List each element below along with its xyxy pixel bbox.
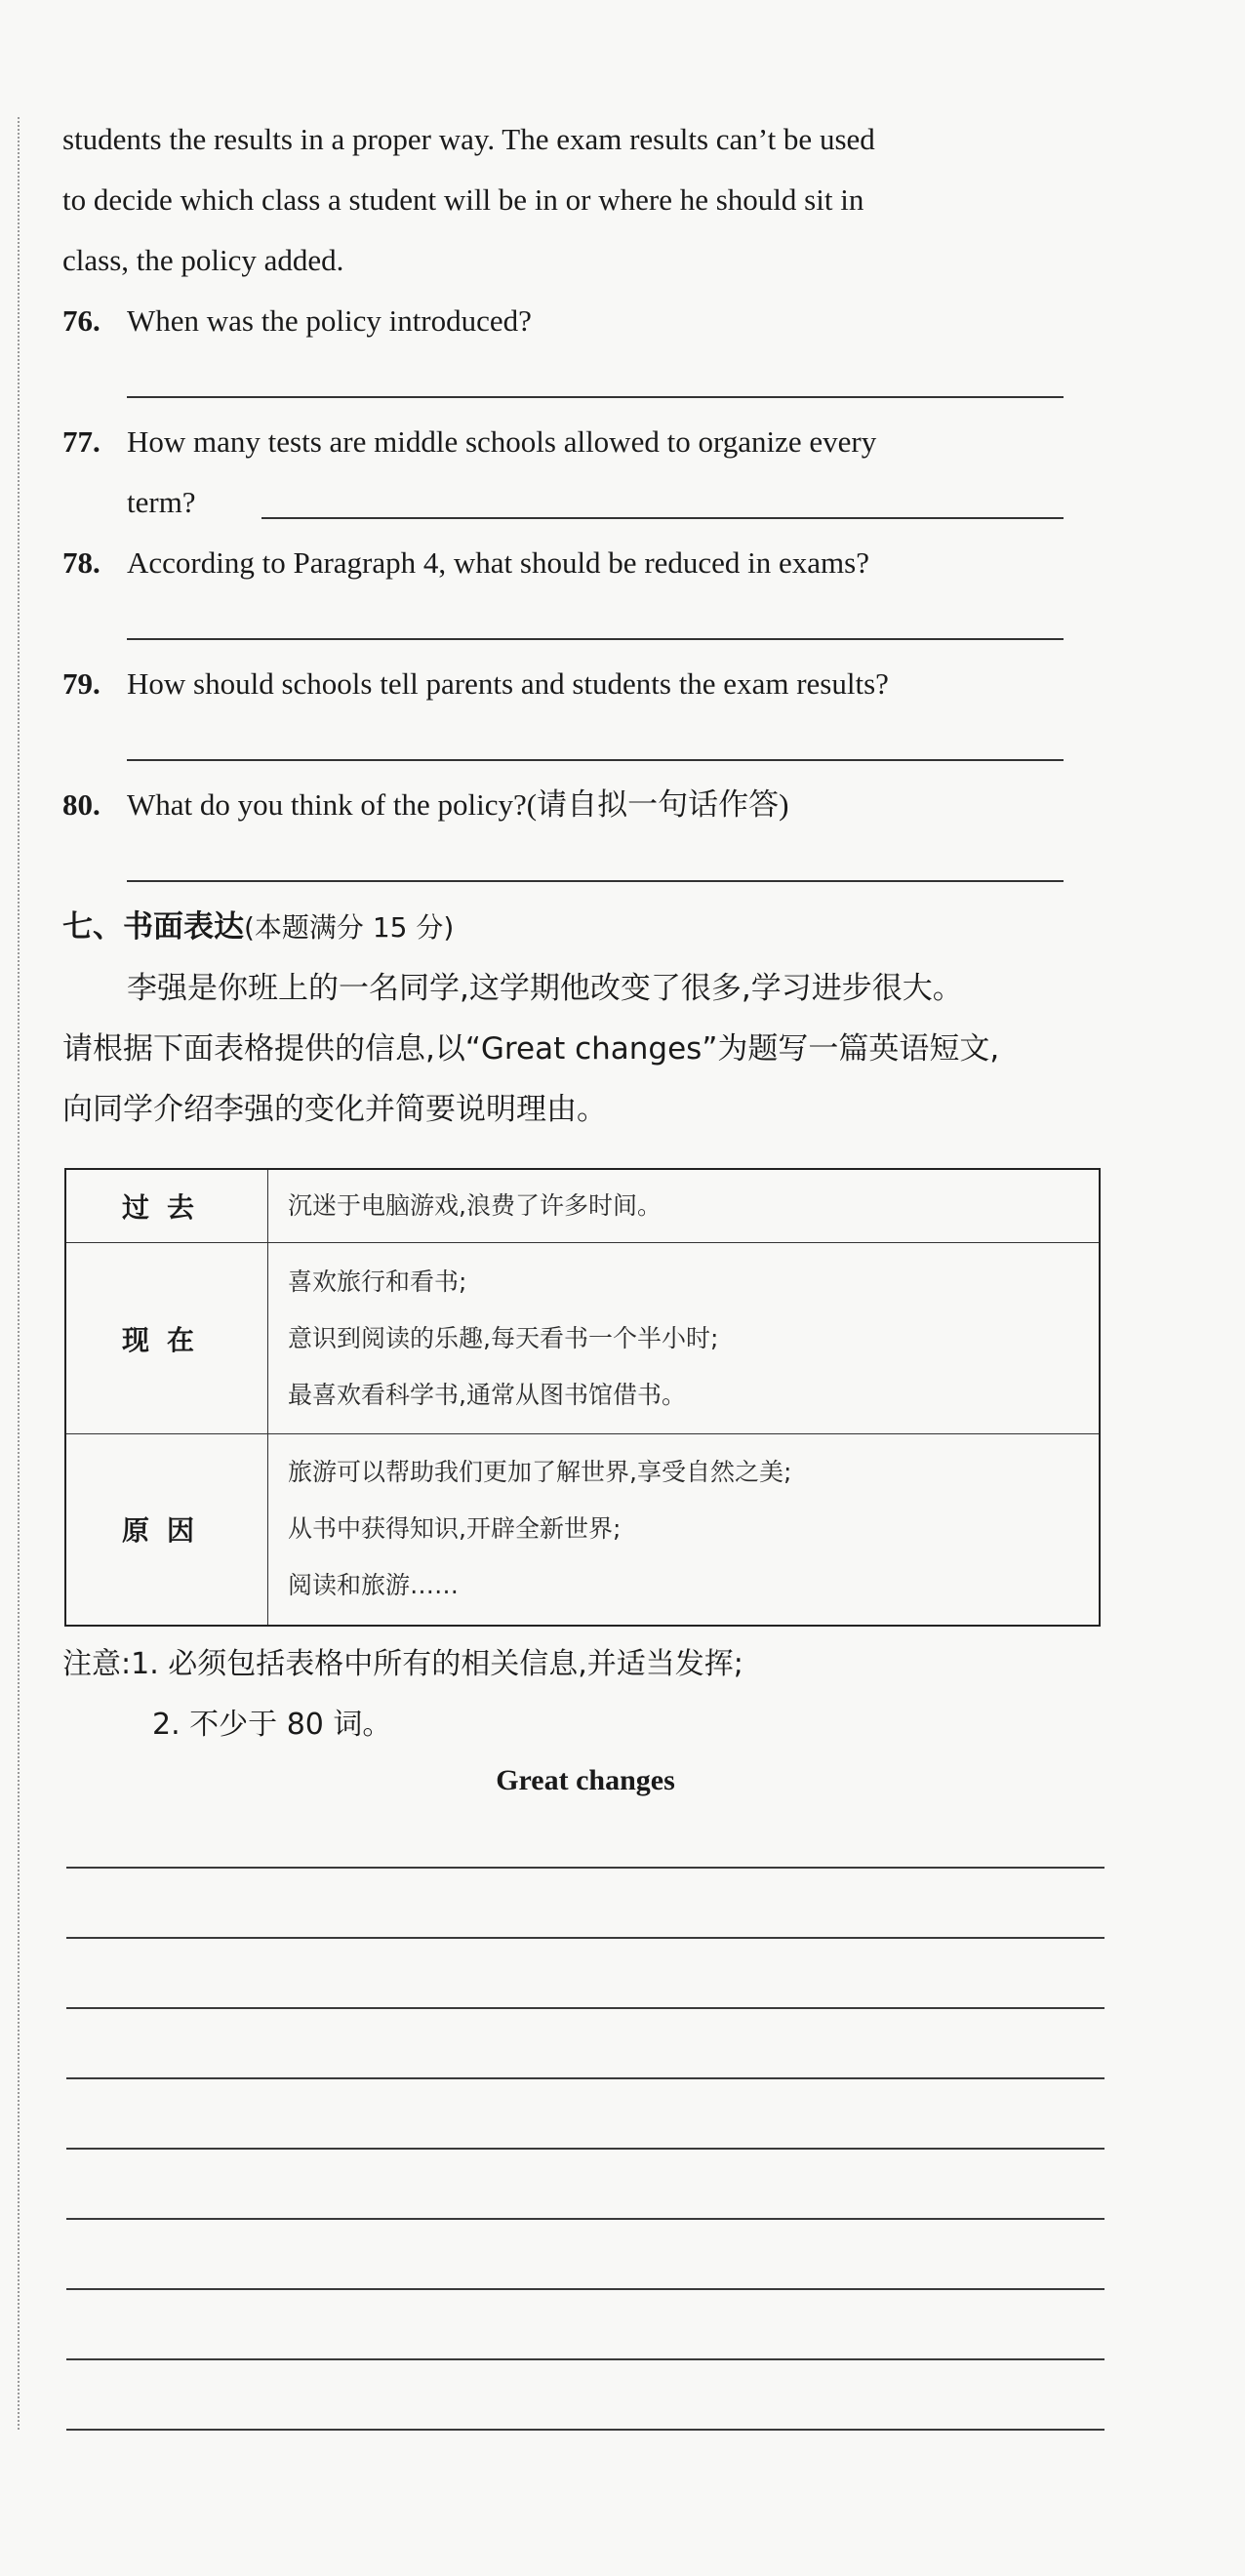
- answer-line-80[interactable]: [127, 880, 1064, 882]
- writing-line[interactable]: [66, 2077, 1104, 2079]
- table-row-reason: [65, 1434, 1100, 1626]
- info-table: [64, 1168, 1101, 1627]
- answer-line-79[interactable]: [127, 759, 1064, 761]
- question-number: 76.: [62, 303, 100, 338]
- table-line: 最喜欢看科学书,通常从图书馆借书。: [288, 1380, 686, 1409]
- passage-line-1: students the results in a proper way. The exam results can’t be used: [62, 122, 875, 156]
- question-text: How should schools tell parents and students the exam results?: [127, 666, 889, 701]
- question-77: [62, 412, 1097, 472]
- passage-line-3: class, the policy added.: [62, 243, 344, 277]
- table-head-now: 现在: [65, 1243, 268, 1434]
- question-number: 78.: [62, 545, 100, 580]
- question-text: According to Paragraph 4, what should be reduced in exams?: [127, 545, 869, 580]
- question-text: When was the policy introduced?: [127, 303, 532, 338]
- question-79: [62, 654, 1097, 714]
- answer-line-76[interactable]: [127, 396, 1064, 398]
- question-text: What do you think of the policy?(请自拟一句话作答): [127, 787, 789, 822]
- essay-title: Great changes: [496, 1764, 675, 1796]
- table-line: 从书中获得知识,开辟全新世界;: [288, 1514, 622, 1544]
- question-76: [62, 291, 1097, 351]
- question-78: [62, 533, 1097, 593]
- section-score: (本题满分 15 分): [244, 911, 455, 944]
- table-cell-now: [268, 1243, 1101, 1434]
- writing-line[interactable]: [66, 2429, 1104, 2431]
- question-80: [62, 775, 1097, 835]
- table-cell-reason: [268, 1434, 1101, 1626]
- section-name: 七、书面表达: [62, 909, 244, 945]
- writing-line[interactable]: [66, 2358, 1104, 2360]
- question-number: 79.: [62, 666, 100, 701]
- table-head-past: 过去: [65, 1169, 268, 1243]
- question-number: 80.: [62, 787, 100, 822]
- table-line: 沉迷于电脑游戏,浪费了许多时间。: [288, 1191, 662, 1220]
- intro-line-3: 向同学介绍李强的变化并简要说明理由。: [62, 1092, 607, 1127]
- section-title: [62, 903, 454, 952]
- answer-line-77[interactable]: [261, 517, 1064, 519]
- table-line: 阅读和旅游……: [288, 1571, 460, 1600]
- question-77-cont: term?: [127, 485, 196, 519]
- writing-line[interactable]: [66, 2148, 1104, 2150]
- note-item-2: 2. 不少于 80 词。: [152, 1708, 392, 1742]
- writing-line[interactable]: [66, 2007, 1104, 2009]
- table-head-reason: 原因: [65, 1434, 268, 1626]
- table-cell-past: [268, 1169, 1101, 1243]
- intro-line-2: 请根据下面表格提供的信息,以“Great changes”为题写一篇英语短文,: [62, 1031, 1000, 1067]
- table-line: 喜欢旅行和看书;: [288, 1267, 467, 1296]
- note-item-1: 1. 必须包括表格中所有的相关信息,并适当发挥;: [131, 1647, 743, 1681]
- writing-line[interactable]: [66, 1867, 1104, 1869]
- question-text: How many tests are middle schools allowed to organize every: [127, 424, 877, 459]
- writing-line[interactable]: [66, 2288, 1104, 2290]
- answer-line-78[interactable]: [127, 638, 1064, 640]
- table-line: 旅游可以帮助我们更加了解世界,享受自然之美;: [288, 1458, 792, 1487]
- question-number: 77.: [62, 424, 100, 459]
- table-row-past: [65, 1169, 1100, 1243]
- note-label: 注意:: [62, 1647, 132, 1681]
- passage-line-2: to decide which class a student will be in or where he should sit in: [62, 182, 864, 217]
- intro-line-1: 李强是你班上的一名同学,这学期他改变了很多,学习进步很大。: [127, 971, 963, 1006]
- note-line-1: [62, 1635, 743, 1694]
- table-row-now: [65, 1243, 1100, 1434]
- table-line: 意识到阅读的乐趣,每天看书一个半小时;: [288, 1323, 719, 1352]
- writing-line[interactable]: [66, 1937, 1104, 1939]
- writing-line[interactable]: [66, 2218, 1104, 2220]
